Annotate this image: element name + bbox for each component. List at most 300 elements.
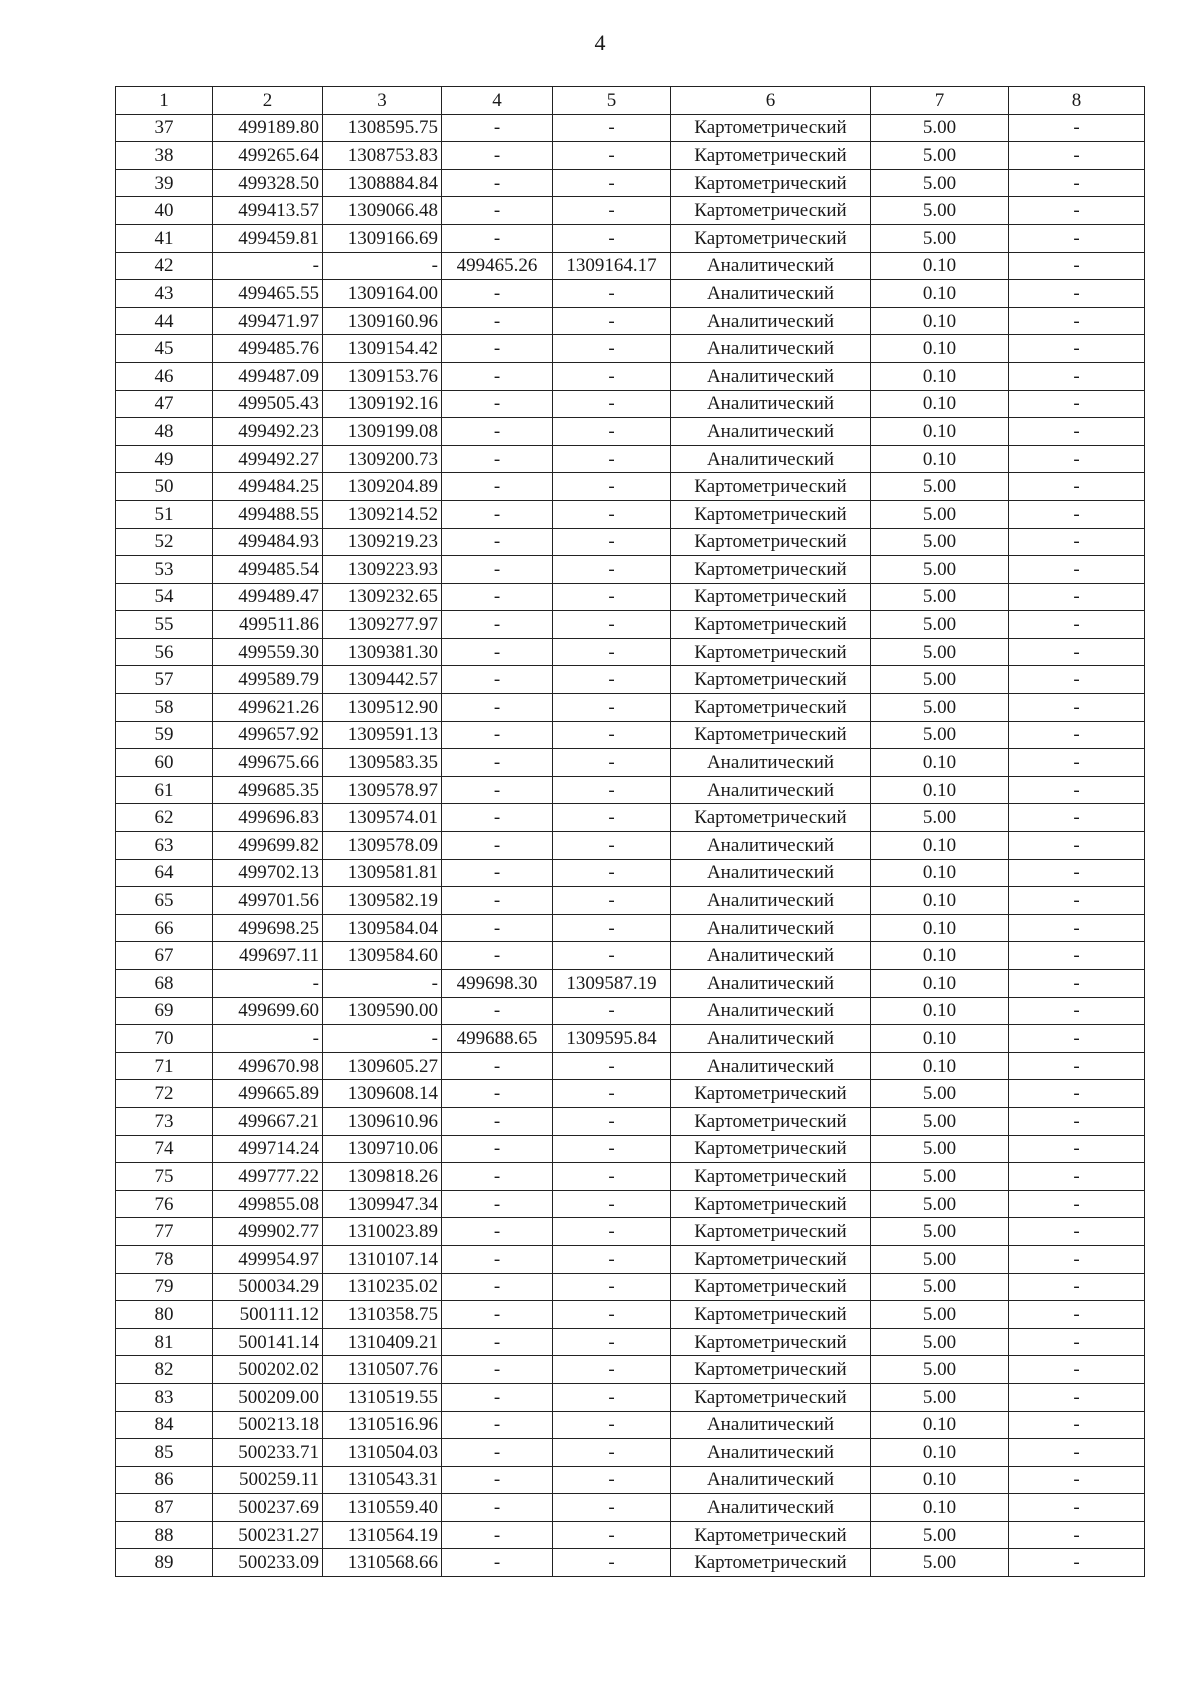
table-row (116, 1439, 1145, 1467)
table-row (116, 583, 1145, 611)
cell-coord-x: 500213.18 (213, 1411, 323, 1439)
cell-new-coord-x: - (442, 1218, 553, 1246)
cell-method: Аналитический (671, 997, 871, 1025)
cell-note: - (1009, 473, 1145, 501)
table-row (116, 390, 1145, 418)
cell-point-number: 59 (116, 721, 213, 749)
cell-new-coord-x: - (442, 307, 553, 335)
table-row (116, 914, 1145, 942)
cell-note: - (1009, 1163, 1145, 1191)
cell-method: Картометрический (671, 1328, 871, 1356)
cell-accuracy: 5.00 (871, 1273, 1009, 1301)
cell-coord-y: 1308595.75 (323, 114, 442, 142)
cell-method: Картометрический (671, 1135, 871, 1163)
cell-new-coord-x: 499688.65 (442, 1025, 553, 1053)
column-header-2: 2 (213, 87, 323, 115)
cell-accuracy: 0.10 (871, 1466, 1009, 1494)
cell-coord-x: 499699.82 (213, 832, 323, 860)
table-header-row (116, 87, 1145, 115)
cell-point-number: 60 (116, 749, 213, 777)
cell-coord-x: 499702.13 (213, 859, 323, 887)
cell-point-number: 58 (116, 694, 213, 722)
cell-new-coord-y: - (553, 1273, 671, 1301)
cell-method: Картометрический (671, 638, 871, 666)
cell-new-coord-x: - (442, 445, 553, 473)
table-row (116, 280, 1145, 308)
cell-method: Картометрический (671, 666, 871, 694)
cell-coord-y: 1309583.35 (323, 749, 442, 777)
cell-new-coord-y: - (553, 142, 671, 170)
cell-coord-x: 499777.22 (213, 1163, 323, 1191)
cell-new-coord-y: - (553, 997, 671, 1025)
cell-method: Картометрический (671, 1163, 871, 1191)
table-row (116, 997, 1145, 1025)
cell-accuracy: 0.10 (871, 1025, 1009, 1053)
table-row (116, 1328, 1145, 1356)
cell-new-coord-x: - (442, 1521, 553, 1549)
cell-new-coord-y: - (553, 390, 671, 418)
cell-coord-x: 499698.25 (213, 914, 323, 942)
cell-new-coord-y: - (553, 832, 671, 860)
cell-point-number: 41 (116, 224, 213, 252)
cell-point-number: 51 (116, 500, 213, 528)
cell-coord-x: 499492.23 (213, 418, 323, 446)
table-row (116, 1356, 1145, 1384)
cell-accuracy: 0.10 (871, 1411, 1009, 1439)
cell-method: Картометрический (671, 1080, 871, 1108)
cell-accuracy: 5.00 (871, 197, 1009, 225)
cell-coord-y: 1309590.00 (323, 997, 442, 1025)
cell-point-number: 64 (116, 859, 213, 887)
cell-coord-y: 1308884.84 (323, 169, 442, 197)
cell-new-coord-x: - (442, 776, 553, 804)
cell-method: Картометрический (671, 583, 871, 611)
cell-point-number: 42 (116, 252, 213, 280)
table-row (116, 362, 1145, 390)
cell-new-coord-x: - (442, 1080, 553, 1108)
cell-note: - (1009, 142, 1145, 170)
cell-note: - (1009, 390, 1145, 418)
cell-new-coord-x: - (442, 1107, 553, 1135)
cell-point-number: 76 (116, 1190, 213, 1218)
cell-accuracy: 5.00 (871, 224, 1009, 252)
cell-coord-y: 1309164.00 (323, 280, 442, 308)
cell-accuracy: 5.00 (871, 1328, 1009, 1356)
cell-note: - (1009, 942, 1145, 970)
table-row (116, 114, 1145, 142)
cell-point-number: 49 (116, 445, 213, 473)
cell-note: - (1009, 1466, 1145, 1494)
table-row (116, 942, 1145, 970)
cell-coord-x: 499489.47 (213, 583, 323, 611)
cell-method: Картометрический (671, 1356, 871, 1384)
cell-coord-y: 1309066.48 (323, 197, 442, 225)
cell-method: Аналитический (671, 970, 871, 998)
cell-coord-y: 1309166.69 (323, 224, 442, 252)
cell-method: Картометрический (671, 1218, 871, 1246)
column-header-3: 3 (323, 87, 442, 115)
cell-point-number: 82 (116, 1356, 213, 1384)
cell-point-number: 77 (116, 1218, 213, 1246)
table-row (116, 1135, 1145, 1163)
cell-point-number: 47 (116, 390, 213, 418)
cell-note: - (1009, 556, 1145, 584)
cell-method: Картометрический (671, 1190, 871, 1218)
cell-new-coord-x: - (442, 280, 553, 308)
cell-note: - (1009, 1328, 1145, 1356)
cell-new-coord-x: - (442, 1549, 553, 1577)
cell-point-number: 44 (116, 307, 213, 335)
cell-new-coord-x: - (442, 942, 553, 970)
cell-coord-x: 500111.12 (213, 1301, 323, 1329)
cell-accuracy: 0.10 (871, 307, 1009, 335)
cell-point-number: 80 (116, 1301, 213, 1329)
cell-new-coord-x: - (442, 611, 553, 639)
cell-coord-y: - (323, 1025, 442, 1053)
cell-accuracy: 5.00 (871, 694, 1009, 722)
cell-coord-y: 1310107.14 (323, 1245, 442, 1273)
cell-accuracy: 0.10 (871, 418, 1009, 446)
cell-coord-x: - (213, 252, 323, 280)
cell-coord-x: 499701.56 (213, 887, 323, 915)
cell-point-number: 57 (116, 666, 213, 694)
cell-new-coord-y: - (553, 776, 671, 804)
cell-new-coord-x: - (442, 694, 553, 722)
cell-accuracy: 0.10 (871, 970, 1009, 998)
cell-coord-y: 1309610.96 (323, 1107, 442, 1135)
cell-point-number: 79 (116, 1273, 213, 1301)
cell-accuracy: 5.00 (871, 142, 1009, 170)
cell-note: - (1009, 335, 1145, 363)
cell-new-coord-x: - (442, 914, 553, 942)
cell-method: Картометрический (671, 611, 871, 639)
cell-coord-y: 1309214.52 (323, 500, 442, 528)
cell-coord-x: 500233.71 (213, 1439, 323, 1467)
cell-coord-y: 1309199.08 (323, 418, 442, 446)
cell-new-coord-x: - (442, 418, 553, 446)
cell-coord-y: 1309574.01 (323, 804, 442, 832)
cell-accuracy: 0.10 (871, 1052, 1009, 1080)
cell-accuracy: 5.00 (871, 169, 1009, 197)
cell-new-coord-y: - (553, 1328, 671, 1356)
cell-coord-x: 499714.24 (213, 1135, 323, 1163)
cell-coord-y: 1309582.19 (323, 887, 442, 915)
cell-coord-y: 1310235.02 (323, 1273, 442, 1301)
cell-accuracy: 0.10 (871, 914, 1009, 942)
table-row (116, 1301, 1145, 1329)
cell-point-number: 45 (116, 335, 213, 363)
cell-new-coord-x: - (442, 1328, 553, 1356)
table-row (116, 1466, 1145, 1494)
cell-new-coord-x: - (442, 197, 553, 225)
cell-new-coord-y: - (553, 1411, 671, 1439)
cell-accuracy: 5.00 (871, 1383, 1009, 1411)
cell-note: - (1009, 418, 1145, 446)
cell-accuracy: 5.00 (871, 1218, 1009, 1246)
cell-note: - (1009, 832, 1145, 860)
cell-coord-y: 1310023.89 (323, 1218, 442, 1246)
cell-point-number: 61 (116, 776, 213, 804)
cell-point-number: 40 (116, 197, 213, 225)
cell-coord-x: 499484.25 (213, 473, 323, 501)
cell-accuracy: 0.10 (871, 942, 1009, 970)
cell-point-number: 84 (116, 1411, 213, 1439)
cell-method: Картометрический (671, 1273, 871, 1301)
cell-method: Аналитический (671, 776, 871, 804)
cell-note: - (1009, 528, 1145, 556)
cell-point-number: 37 (116, 114, 213, 142)
cell-method: Аналитический (671, 1439, 871, 1467)
table-row (116, 197, 1145, 225)
cell-note: - (1009, 280, 1145, 308)
cell-accuracy: 0.10 (871, 997, 1009, 1025)
cell-coord-y: 1309381.30 (323, 638, 442, 666)
table-row (116, 1163, 1145, 1191)
cell-new-coord-x: - (442, 473, 553, 501)
cell-coord-x: 499685.35 (213, 776, 323, 804)
cell-coord-y: 1309578.09 (323, 832, 442, 860)
cell-note: - (1009, 1411, 1145, 1439)
cell-coord-y: 1309153.76 (323, 362, 442, 390)
cell-method: Аналитический (671, 832, 871, 860)
table-row (116, 556, 1145, 584)
cell-coord-y: 1310507.76 (323, 1356, 442, 1384)
cell-coord-x: 499559.30 (213, 638, 323, 666)
cell-accuracy: 5.00 (871, 1301, 1009, 1329)
column-header-8: 8 (1009, 87, 1145, 115)
cell-accuracy: 5.00 (871, 804, 1009, 832)
cell-note: - (1009, 1494, 1145, 1522)
cell-coord-y: 1309192.16 (323, 390, 442, 418)
cell-coord-x: 499855.08 (213, 1190, 323, 1218)
cell-note: - (1009, 887, 1145, 915)
cell-new-coord-x: 499698.30 (442, 970, 553, 998)
cell-new-coord-y: - (553, 1439, 671, 1467)
cell-method: Картометрический (671, 169, 871, 197)
cell-note: - (1009, 749, 1145, 777)
cell-new-coord-y: - (553, 500, 671, 528)
cell-note: - (1009, 307, 1145, 335)
cell-accuracy: 5.00 (871, 611, 1009, 639)
cell-point-number: 38 (116, 142, 213, 170)
cell-point-number: 54 (116, 583, 213, 611)
cell-note: - (1009, 1549, 1145, 1577)
cell-new-coord-y: - (553, 694, 671, 722)
cell-new-coord-x: - (442, 583, 553, 611)
cell-coord-x: 499189.80 (213, 114, 323, 142)
cell-new-coord-y: - (553, 666, 671, 694)
cell-new-coord-y: - (553, 1549, 671, 1577)
cell-coord-x: 499484.93 (213, 528, 323, 556)
cell-method: Картометрический (671, 1107, 871, 1135)
cell-coord-x: 499471.97 (213, 307, 323, 335)
table-row (116, 611, 1145, 639)
cell-new-coord-x: - (442, 1273, 553, 1301)
cell-accuracy: 5.00 (871, 1549, 1009, 1577)
cell-accuracy: 5.00 (871, 500, 1009, 528)
cell-point-number: 89 (116, 1549, 213, 1577)
cell-note: - (1009, 914, 1145, 942)
cell-coord-y: 1310559.40 (323, 1494, 442, 1522)
cell-coord-y: 1310519.55 (323, 1383, 442, 1411)
cell-coord-y: 1308753.83 (323, 142, 442, 170)
cell-new-coord-y: - (553, 224, 671, 252)
cell-new-coord-x: - (442, 859, 553, 887)
cell-coord-y: 1309591.13 (323, 721, 442, 749)
cell-new-coord-x: - (442, 169, 553, 197)
cell-note: - (1009, 804, 1145, 832)
cell-coord-y: 1310564.19 (323, 1521, 442, 1549)
cell-method: Аналитический (671, 1025, 871, 1053)
cell-new-coord-x: - (442, 1411, 553, 1439)
cell-new-coord-y: - (553, 638, 671, 666)
cell-method: Картометрический (671, 197, 871, 225)
cell-coord-x: 499328.50 (213, 169, 323, 197)
cell-new-coord-y: - (553, 1052, 671, 1080)
cell-coord-x: 500231.27 (213, 1521, 323, 1549)
table-row (116, 1273, 1145, 1301)
cell-accuracy: 0.10 (871, 280, 1009, 308)
cell-new-coord-x: - (442, 721, 553, 749)
cell-coord-x: 500233.09 (213, 1549, 323, 1577)
cell-coord-x: - (213, 1025, 323, 1053)
table-row (116, 1549, 1145, 1577)
cell-new-coord-x: - (442, 804, 553, 832)
cell-new-coord-y: - (553, 473, 671, 501)
cell-method: Картометрический (671, 1245, 871, 1273)
cell-point-number: 65 (116, 887, 213, 915)
cell-method: Аналитический (671, 749, 871, 777)
cell-new-coord-x: - (442, 528, 553, 556)
table-row (116, 224, 1145, 252)
cell-coord-x: 500209.00 (213, 1383, 323, 1411)
column-header-5: 5 (553, 87, 671, 115)
cell-method: Картометрический (671, 500, 871, 528)
cell-new-coord-y: - (553, 887, 671, 915)
cell-note: - (1009, 500, 1145, 528)
cell-point-number: 69 (116, 997, 213, 1025)
cell-new-coord-x: - (442, 638, 553, 666)
cell-coord-y: 1309200.73 (323, 445, 442, 473)
table-row (116, 252, 1145, 280)
cell-coord-x: 499485.54 (213, 556, 323, 584)
column-header-4: 4 (442, 87, 553, 115)
cell-method: Картометрический (671, 473, 871, 501)
table-row (116, 1411, 1145, 1439)
table-row (116, 307, 1145, 335)
cell-coord-x: 499511.86 (213, 611, 323, 639)
cell-accuracy: 5.00 (871, 666, 1009, 694)
cell-new-coord-y: - (553, 1494, 671, 1522)
cell-coord-y: 1310543.31 (323, 1466, 442, 1494)
table-row (116, 500, 1145, 528)
cell-new-coord-y: 1309587.19 (553, 970, 671, 998)
cell-coord-x: 499665.89 (213, 1080, 323, 1108)
cell-new-coord-y: - (553, 1080, 671, 1108)
cell-new-coord-y: - (553, 942, 671, 970)
cell-method: Картометрический (671, 224, 871, 252)
table-row (116, 804, 1145, 832)
cell-point-number: 81 (116, 1328, 213, 1356)
cell-coord-x: 499487.09 (213, 362, 323, 390)
cell-method: Картометрический (671, 694, 871, 722)
cell-point-number: 52 (116, 528, 213, 556)
cell-new-coord-x: - (442, 832, 553, 860)
cell-new-coord-y: - (553, 611, 671, 639)
column-header-7: 7 (871, 87, 1009, 115)
cell-point-number: 70 (116, 1025, 213, 1053)
cell-new-coord-y: - (553, 556, 671, 584)
cell-method: Аналитический (671, 307, 871, 335)
cell-new-coord-y: - (553, 280, 671, 308)
cell-coord-x: 499488.55 (213, 500, 323, 528)
column-header-1: 1 (116, 87, 213, 115)
cell-coord-y: 1309442.57 (323, 666, 442, 694)
cell-method: Картометрический (671, 804, 871, 832)
table-row (116, 335, 1145, 363)
cell-new-coord-x: - (442, 500, 553, 528)
cell-note: - (1009, 721, 1145, 749)
cell-new-coord-x: - (442, 1301, 553, 1329)
page-number: 4 (594, 30, 606, 55)
table-row (116, 1521, 1145, 1549)
cell-accuracy: 5.00 (871, 1356, 1009, 1384)
cell-coord-x: - (213, 970, 323, 998)
cell-coord-x: 499459.81 (213, 224, 323, 252)
table-row (116, 1245, 1145, 1273)
cell-accuracy: 0.10 (871, 776, 1009, 804)
cell-coord-x: 499667.21 (213, 1107, 323, 1135)
cell-coord-y: 1309605.27 (323, 1052, 442, 1080)
cell-point-number: 72 (116, 1080, 213, 1108)
cell-point-number: 83 (116, 1383, 213, 1411)
table-row (116, 142, 1145, 170)
cell-note: - (1009, 859, 1145, 887)
cell-new-coord-x: - (442, 1163, 553, 1191)
cell-coord-y: - (323, 970, 442, 998)
cell-method: Аналитический (671, 859, 871, 887)
cell-note: - (1009, 1052, 1145, 1080)
cell-method: Аналитический (671, 335, 871, 363)
table-row (116, 1080, 1145, 1108)
cell-accuracy: 5.00 (871, 638, 1009, 666)
cell-note: - (1009, 1025, 1145, 1053)
cell-accuracy: 0.10 (871, 390, 1009, 418)
cell-coord-x: 500202.02 (213, 1356, 323, 1384)
cell-new-coord-y: - (553, 804, 671, 832)
table-row (116, 887, 1145, 915)
cell-point-number: 56 (116, 638, 213, 666)
cell-method: Аналитический (671, 445, 871, 473)
cell-new-coord-y: - (553, 1521, 671, 1549)
cell-method: Картометрический (671, 1521, 871, 1549)
cell-new-coord-x: - (442, 666, 553, 694)
cell-note: - (1009, 666, 1145, 694)
table-row (116, 832, 1145, 860)
cell-coord-x: 499589.79 (213, 666, 323, 694)
cell-coord-y: 1310516.96 (323, 1411, 442, 1439)
cell-accuracy: 0.10 (871, 749, 1009, 777)
cell-coord-x: 499413.57 (213, 197, 323, 225)
cell-accuracy: 0.10 (871, 832, 1009, 860)
table-row (116, 1052, 1145, 1080)
cell-accuracy: 0.10 (871, 252, 1009, 280)
cell-point-number: 43 (116, 280, 213, 308)
table-row (116, 169, 1145, 197)
cell-note: - (1009, 1439, 1145, 1467)
table-row (116, 859, 1145, 887)
cell-accuracy: 5.00 (871, 1245, 1009, 1273)
